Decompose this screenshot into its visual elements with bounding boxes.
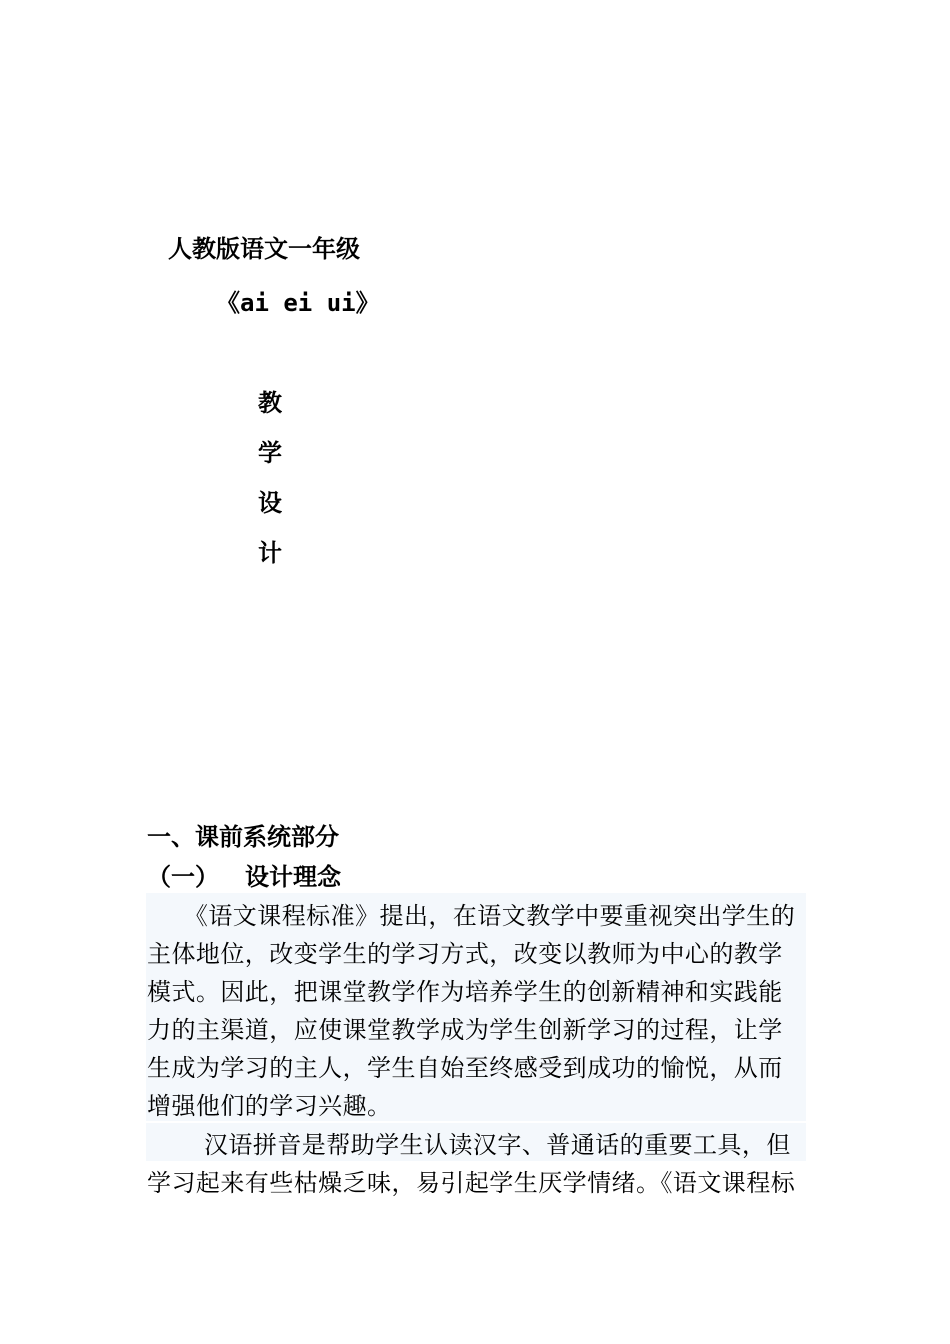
section-heading: 一、课前系统部分 [147, 823, 339, 851]
vertical-title-char-2: 学 [258, 439, 282, 467]
document-title: 人教版语文一年级 [168, 235, 360, 263]
lesson-subtitle: 《ai ei ui》 [216, 289, 380, 317]
paragraph-line: 主体地位，改变学生的学习方式，改变以教师为中心的教学 [147, 940, 783, 968]
subsection-number: （一） [147, 863, 219, 891]
subsection-heading [147, 857, 341, 892]
paragraph-line: 增强他们的学习兴趣。 [147, 1092, 392, 1120]
paragraph-line: 生成为学习的主人，学生自始至终感受到成功的愉悦，从而 [147, 1054, 783, 1082]
paragraph-line: 《语文课程标准》提出，在语文教学中要重视突出学生的 [147, 902, 796, 930]
paragraph-line: 学习起来有些枯燥乏味，易引起学生厌学情绪。《语文课程标 [147, 1169, 796, 1197]
paragraph-line: 力的主渠道，应使课堂教学成为学生创新学习的过程，让学 [147, 1016, 783, 1044]
vertical-title-char-1: 教 [258, 389, 282, 417]
vertical-title-char-3: 设 [258, 489, 282, 517]
paragraph-line: 模式。因此，把课堂教学作为培养学生的创新精神和实践能 [147, 978, 783, 1006]
vertical-title-char-4: 计 [258, 539, 282, 567]
subsection-title: 设计理念 [245, 863, 341, 891]
paragraph-line: 汉语拼音是帮助学生认读汉字、普通话的重要工具，但 [147, 1131, 791, 1159]
